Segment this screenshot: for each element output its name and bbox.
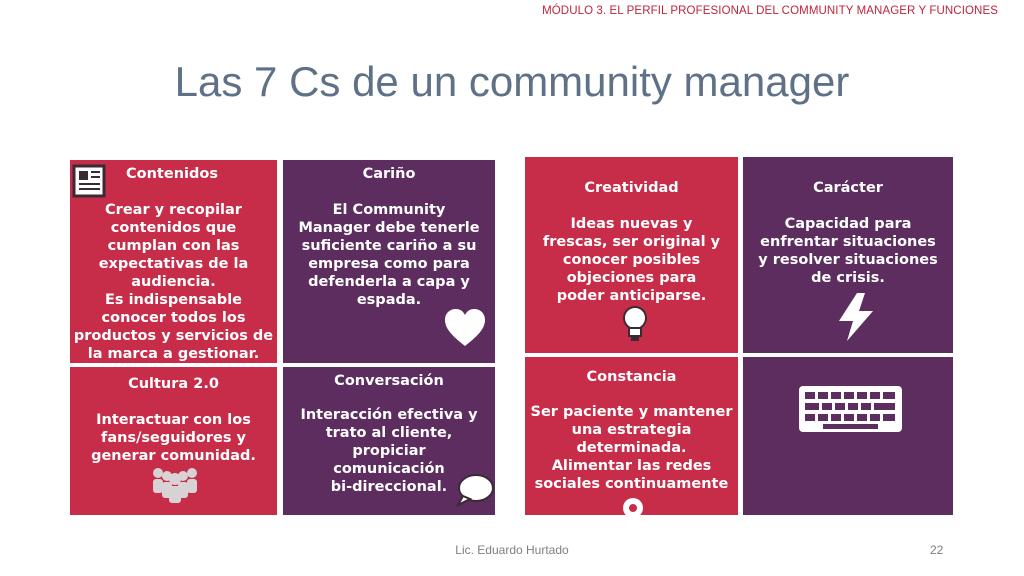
panel-body: Crear y recopilar contenidos que cumplan con las expectativas de la audiencia. Es indispensable conocer todos los productos y servicios de la marca a gestionar. bbox=[73, 202, 274, 362]
lightbulb-icon bbox=[620, 304, 650, 344]
panel-cultura bbox=[70, 367, 277, 515]
panel-conversacion bbox=[283, 367, 495, 515]
panel-body: Interacción efectiva y trato al cliente, propiciar comunicación bi-direccional. bbox=[300, 407, 478, 495]
footer-author: Lic. Eduardo Hurtado bbox=[455, 543, 569, 557]
panel-body: Capacidad para enfrentar situaciones y resolver situaciones de crisis. bbox=[758, 216, 938, 286]
panel-body: El Community Manager debe tenerle suficiente cariño a su empresa como para defenderla a capa y espada. bbox=[298, 202, 480, 308]
panel-constancia bbox=[525, 357, 738, 515]
panel-title: Constancia bbox=[586, 369, 677, 385]
newspaper-icon bbox=[71, 163, 107, 199]
panel-body: Ser paciente y mantener una estrategia determinada. Alimentar las redes sociales continuamente bbox=[530, 404, 733, 492]
panel-carino bbox=[283, 160, 495, 363]
panel-title: Conversación bbox=[334, 373, 444, 389]
panel-body: Ideas nuevas y frescas, ser original y conocer posibles objeciones para poder anticiparse. bbox=[542, 216, 721, 304]
community-icon bbox=[150, 463, 200, 503]
module-header: MÓDULO 3. EL PERFIL PROFESIONAL DEL COMMUNITY MANAGER Y FUNCIONES bbox=[542, 5, 998, 17]
panel-title: Creatividad bbox=[584, 180, 679, 196]
panel-title: Cultura 2.0 bbox=[128, 376, 219, 392]
panel-keyboard bbox=[743, 357, 953, 515]
slide-title: Las 7 Cs de un community manager bbox=[174, 58, 850, 105]
gear-icon bbox=[620, 495, 646, 515]
panel-title: Contenidos bbox=[126, 166, 218, 182]
page-number: 22 bbox=[930, 543, 944, 557]
panel-caracter bbox=[743, 157, 953, 353]
lightning-icon bbox=[833, 291, 879, 343]
panel-title: Cariño bbox=[362, 166, 416, 182]
speech-bubble-icon bbox=[455, 472, 495, 508]
panel-title: Carácter bbox=[813, 180, 883, 196]
panel-creatividad bbox=[525, 157, 738, 353]
panel-body: Interactuar con los fans/seguidores y generar comunidad. bbox=[91, 412, 256, 464]
keyboard-icon bbox=[798, 385, 903, 433]
heart-icon bbox=[443, 308, 487, 348]
